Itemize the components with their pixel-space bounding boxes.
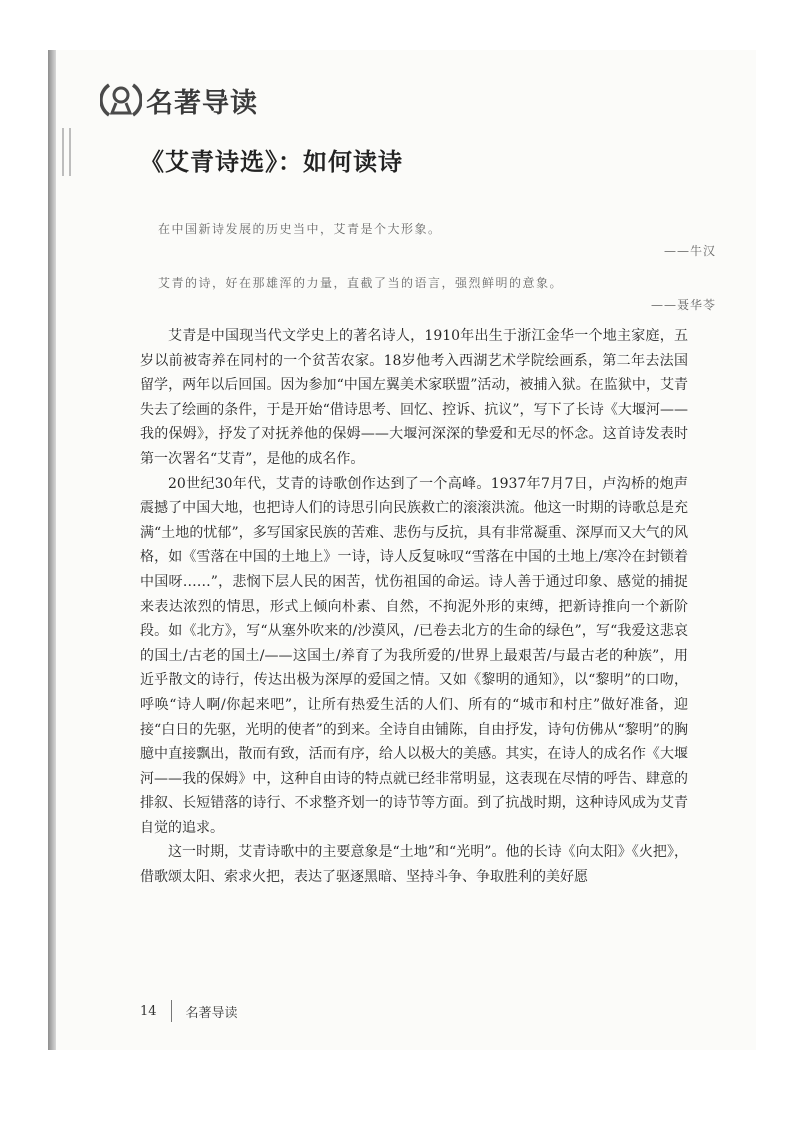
- epigraph-quote: 在中国新诗发展的历史当中，艾青是个大形象。: [158, 222, 442, 236]
- epigraph-quote: 艾青的诗，好在那雄浑的力量，直截了当的语言，强烈鲜明的意象。: [158, 276, 564, 290]
- decorative-vertical-bars: [60, 128, 76, 176]
- page-number: 14: [140, 1003, 157, 1019]
- section-header: [100, 78, 258, 122]
- article-body: [140, 324, 688, 890]
- reading-guide-icon: [100, 79, 142, 121]
- section-title: 名著导读: [146, 87, 258, 119]
- chapter-title: 《艾青诗选》：如何读诗: [140, 148, 403, 176]
- paragraph: 这一时期，艾青诗歌中的主要意象是“土地”和“光明”。他的长诗《向太阳》《火把》，借歌颂太阳、索求火把，表达了驱逐黑暗、坚持斗争、争取胜利的美好愿: [140, 844, 688, 886]
- paragraph: 艾青是中国现当代文学史上的著名诗人，1910年出生于浙江金华一个地主家庭，五岁以前被寄养在同村的一个贫苦农家。18岁他考入西湖艺术学院绘画系，第二年去法国留学，两年以后回国。因为参加“中国左翼美术家联盟”活动，被捕入狱。在监狱中，艾青失去了绘画的条件，于是开始“借诗思考、回忆、控诉、抗议”，写下了长诗《大堰河——我的保姆》，抒发了对抚养他的保姆——大堰河深深的挚爱和无尽的怀念。这首诗发表时第一次署名“艾青”，是他的成名作。: [140, 328, 688, 467]
- epigraph-block: [158, 218, 718, 326]
- epigraph-author: ——牛汉: [663, 244, 716, 258]
- page-spine-shadow: [48, 50, 56, 1050]
- epigraph-author: ——聂华苓: [650, 298, 716, 312]
- paragraph: 20世纪30年代，艾青的诗歌创作达到了一个高峰。1937年7月7日，卢沟桥的炮声震撼了中国大地，也把诗人们的诗思引向民族救亡的滚滚洪流。他这一时期的诗歌总是充满“土地的忧郁”，多写国家民族的苦难、悲伤与反抗，具有非常凝重、深厚而又大气的风格，如《雪落在中国的土地上》一诗，诗人反复咏叹“雪落在中国的土地上/寒冷在封锁着中国呀……”，悲悯下层人民的困苦，忧伤祖国的命运。诗人善于通过印象、感觉的捕捉来表达浓烈的情思，形式上倾向朴素、自然，不拘泥外形的束缚，把新诗推向一个新阶段。如《北方》，写“从塞外吹来的/沙漠风，/已卷去北方的生命的绿色”，写“我爱这悲哀的国土/古老的国土/——这国土/养育了为我所爱的/世界上最艰苦/与最古老的种族”，用近乎散文的诗行，传达出极为深厚的爱国之情。又如《黎明的通知》，以“黎明”的口吻，呼唤“诗人啊/你起来吧”，让所有热爱生活的人们、所有的“城市和村庄”做好准备，迎接“白日的先驱，光明的使者”的到来。全诗自由铺陈，自由抒发，诗句仿佛从“黎明”的胸臆中直接飘出，散而有致，活而有序，给人以极大的美感。其实，在诗人的成名作《大堰河——我的保姆》中，这种自由诗的特点就已经非常明显，这表现在尽情的呼告、肆意的排叙、长短错落的诗行、不求整齐划一的诗节等方面。到了抗战时期，这种诗风成为艾青自觉的追求。: [140, 475, 688, 836]
- footer-divider: [171, 1000, 172, 1022]
- footer-section-label: 名著导读: [185, 1005, 238, 1021]
- page-footer: [140, 1000, 238, 1022]
